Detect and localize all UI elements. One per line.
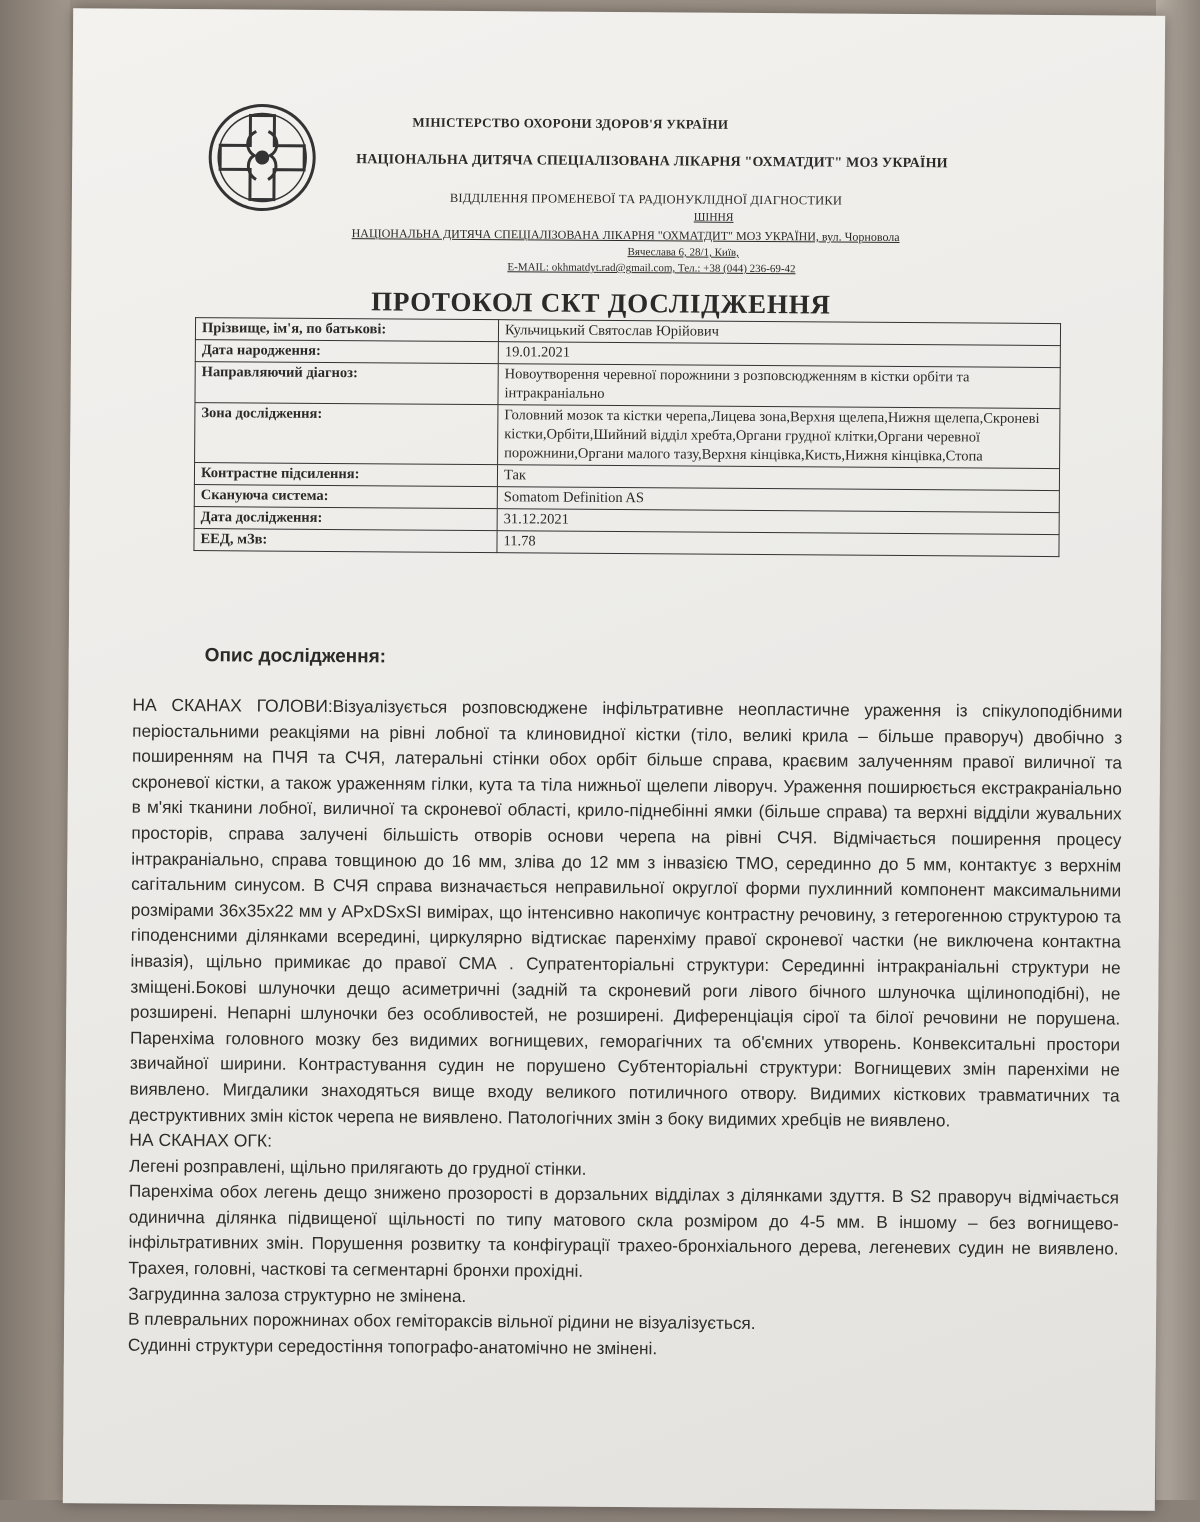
row-value: Кульчицький Святослав Юрійович [498, 320, 1060, 346]
row-label: Дата народження: [195, 340, 498, 364]
table-row [195, 362, 1060, 409]
table-row [194, 529, 1059, 557]
head-section-label: НА СКАНАХ ГОЛОВИ: [132, 694, 333, 717]
row-label: Контрастне підсилення: [194, 463, 497, 487]
row-value: Somatom Definition AS [497, 487, 1059, 513]
row-label: Прізвище, ім'я, по батькові: [195, 318, 498, 342]
row-value: 11.78 [497, 531, 1059, 557]
hospital-name: НАЦІОНАЛЬНА ДИТЯЧА СПЕЦІАЛІЗОВАНА ЛІКАРНЯ "ОХМАТДИТ" МОЗ УКРАЇНИ [356, 152, 948, 172]
description-title: Опис дослідження: [204, 645, 387, 668]
document-page [63, 8, 1165, 1511]
row-value: Новоутворення черевної порожнини з розповсюдженням в кістки орбіти та інтракраніально [498, 364, 1060, 409]
chest-line: Легені розправлені, щільно прилягають до грудної стінки. [129, 1155, 587, 1179]
document-title: ПРОТОКОЛ СКТ ДОСЛІДЖЕННЯ [371, 286, 831, 320]
row-label: Скануюча система: [194, 485, 497, 509]
background-left [0, 0, 70, 1522]
hospital-logo-icon [206, 101, 319, 214]
description-body [128, 693, 1123, 1365]
row-label: Направляючий діагноз: [195, 362, 498, 405]
row-value: Так [497, 465, 1059, 491]
contacts-line: E-MAIL: okhmatdyt.rad@gmail.com, Тел.: +38 (044) 236-69-42 [507, 261, 796, 276]
address-line-1: НАЦІОНАЛЬНА ДИТЯЧА СПЕЦІАЛІЗОВАНА ЛІКАРНЯ "ОХМАТДИТ" МОЗ УКРАЇНИ, вул. Чорновола [351, 226, 900, 244]
department-sub: ШІННЯ [693, 211, 734, 224]
chest-section-label: НА СКАНАХ ОГК: [129, 1129, 273, 1151]
row-value: 19.01.2021 [498, 342, 1060, 368]
row-label: ЕЕД, мЗв: [194, 529, 497, 553]
chest-line: Судинні структури середостіння топографо-анатомічно не змінені. [127, 1334, 658, 1359]
row-value: Головний мозок та кістки черепа,Лицева зона,Верхня щелепа,Нижня щелепа,Скроневі кістки,Орбіти,Шийний відділ хребта,Органи грудної клітки,Органи черевної порожнини,Органи малого тазу,Верхня кінцівка,Кисть,Нижня кінцівка,Стопа [498, 405, 1060, 469]
ministry-name: МІНІСТЕРСТВО ОХОРОНИ ЗДОРОВ'Я УКРАЇНИ [412, 114, 729, 132]
patient-info-table [193, 317, 1061, 557]
row-label: Зона дослідження: [195, 403, 498, 465]
chest-line: Паренхіма обох легень дещо знижено прозорості в дорзальних відділах з ділянками здуття. В S2 праворуч відмічається одинична ділянка підвищеної щільності по типу матового скла розміром до 4-5 мм. В іншому – без вогнищево-інфільтративних змін. Порушення розвитку та конфігурації трахео-бронхіального дерева, легеневих судин не виявлено. Трахея, головні, часткові та сегментарні бронхи прохідні. [128, 1180, 1120, 1281]
row-value: 31.12.2021 [497, 509, 1059, 535]
chest-line: Загрудинна залоза структурно не змінена. [128, 1283, 467, 1306]
table-row [195, 403, 1060, 469]
head-text: Візуалізується розповсюджене інфільтративне неопластичне ураження із спікулоподібними періостальними реакціями на рівні лобної та клиновидної кістки (тіло, великі крила – більше праворуч) двобічно з поширенням на ПЧЯ та СЧЯ, латеральні стінки обох орбіт більше справа, краєвим залученням правої виличної та скроневої кістки, а також ураженням гілки, кута та тіла нижньої щелепи ліворуч. Ураження поширюється екстракраніально в м'які тканини лобної, виличної та скроневої області, крило-піднебінні ямки (більше справа) та верхні відділи жувальних просторів, справа залучені більшість отворів основи черепа на рівні СЧЯ. Відмічається поширення процесу інтракраніально, справа товщиною до 16 мм, зліва до 12 мм з інвазією ТМО, серединно до 5 мм, контактує з верхнім сагітальним синусом. В СЧЯ справа визначається неправильної округлої форми пухлинний компонент максимальними розмірами 36х35х22 мм у APxDSxSI вимірах, що інтенсивно накопичує контрастну речовину, з гетерогенною структурою та гіподенсними ділянками всередині, циркулярно відтискає паренхіму правої скроневої частки (не виключена контактна інвазія), щільно примикає до правої СМА . Супратенторіальні структури: Серединні інтракраніальні структури не зміщені.Бокові шлуночки дещо асиметричні (задній та скроневий роги лівого бічного шлуночка щілиноподібні), не розширені. Непарні шлуночки без особливостей, не розширені. Диференціація сірої та білої речовини не порушена. Паренхіма головного мозку без видимих вогнищевих, геморагічних та об'ємних утворень. Конвекситальні простори звичайної ширини. Контрастування судин не порушено Субтенторіальні структури: Вогнищевих змін паренхіми не виявлено. Мигдалики знаходяться вище входу великого потиличного отвору. Видимих кісткових травматичних та деструктивних змін кісток черепа не виявлено. Патологічних змін з боку видимих хребців не виявлено. [129, 696, 1123, 1130]
row-label: Дата дослідження: [194, 507, 497, 531]
address-line-2: Вячеслава 6, 28/1, Київ, [627, 246, 739, 259]
chest-line: В плевральних порожнинах обох геміторaксів вільної рідини не візуалізується. [128, 1308, 756, 1334]
department-name: ВІДДІЛЕННЯ ПРОМЕНЕВОЇ ТА РАДІОНУКЛІДНОЇ ДІАГНОСТИКИ [449, 190, 843, 208]
head-findings [129, 693, 1122, 1135]
